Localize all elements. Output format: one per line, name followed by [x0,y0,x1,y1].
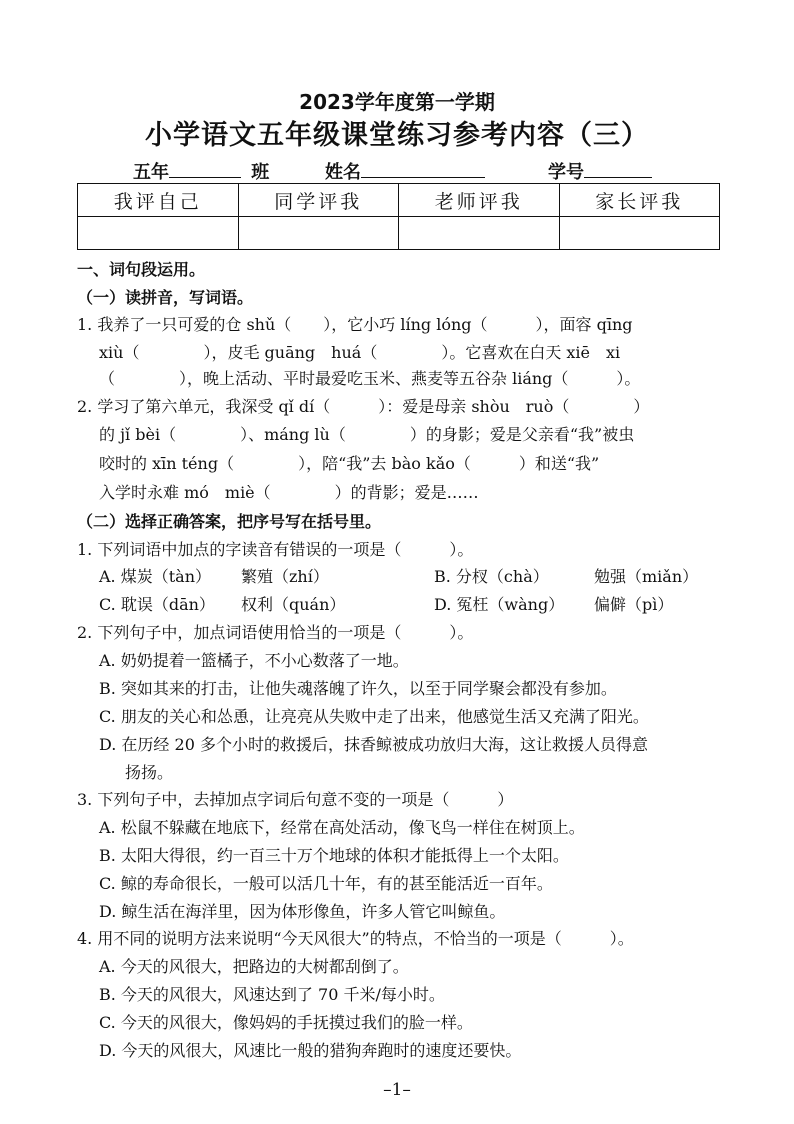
eval-cell-peer[interactable] [238,217,399,250]
id-label: 学号 [548,162,584,183]
eval-header-parent: 家长评我 [559,184,720,217]
page-number: –1– [383,1080,411,1100]
mc1-option-c2: 权利（quán） [241,595,346,614]
mc3-option-c: C. 鲸的寿命很长，一般可以活几十年，有的甚至能活近一百年。 [99,874,553,893]
q2-line-4: 入学时永难 mó miè（ ）的背影；爱是…… [99,483,479,502]
mc3-option-d: D. 鲸生活在海洋里，因为体形像鱼，许多人管它叫鲸鱼。 [99,902,506,921]
q2-line-2: 的 jǐ bèi（ ）、máng lù（ ）的身影；爱是父亲看“我”被虫 [99,425,635,444]
evaluation-table [77,183,720,250]
mc2-option-b: B. 突如其来的打击，让他失魂落魄了许久，以至于同学聚会都没有参加。 [99,679,617,698]
mc2-option-a: A. 奶奶提着一篮橘子，不小心数落了一地。 [99,651,409,670]
mc3-option-a: A. 松鼠不躲藏在地底下，经常在高处活动，像飞鸟一样住在树顶上。 [99,818,585,837]
mc1-option-c1: C. 耽误（dān） [99,595,215,614]
mc4-option-a: A. 今天的风很大，把路边的大树都刮倒了。 [99,957,409,976]
mc2-option-c: C. 朋友的关心和怂恿，让亮亮从失败中走了出来，他感觉生活又充满了阳光。 [99,707,649,726]
grade-blank[interactable] [169,161,241,178]
mc1-option-a1: A. 煤炭（tàn） [99,567,212,586]
student-info-row [133,158,269,184]
name-blank[interactable] [361,161,485,178]
evaluation-header-row [78,184,720,217]
name-field [325,158,485,184]
evaluation-input-row [78,217,720,250]
mc1-option-d2: 偏僻（pì） [594,595,674,614]
q2-line-1: 2. 学习了第六单元，我深受 qǐ dí（ ）：爱是母亲 shòu ruò（ ） [77,397,650,416]
id-field [548,158,652,184]
grade-label: 五年 [133,162,169,183]
part-2-title: （二）选择正确答案，把序号写在括号里。 [77,512,382,531]
mc4-option-d: D. 今天的风很大，风速比一般的猎狗奔跑时的速度还要快。 [99,1041,522,1060]
eval-header-peer: 同学评我 [238,184,399,217]
mc1-option-b2: 勉强（miǎn） [594,567,699,586]
eval-header-teacher: 老师评我 [399,184,560,217]
page-title: 小学语文五年级课堂练习参考内容（三） [145,120,649,151]
mc1-option-b1: B. 分杈（chà） [434,567,549,586]
class-label: 班 [251,162,270,183]
q1-line-1: 1. 我养了一只可爱的仓 shǔ（ ），它小巧 líng lóng（ ），面容 qīng [77,315,633,334]
part-1-title: （一）读拼音，写词语。 [77,288,254,307]
mc4-option-c: C. 今天的风很大，像妈妈的手抚摸过我们的脸一样。 [99,1013,473,1032]
q2-line-3: 咬时的 xīn téng（ ），陪“我”去 bào kǎo（ ）和送“我” [99,454,600,473]
id-blank[interactable] [584,161,652,178]
eval-header-self: 我评自己 [78,184,239,217]
eval-cell-teacher[interactable] [399,217,560,250]
mc2-option-d-line-2: 扬扬。 [125,763,174,782]
eval-cell-parent[interactable] [559,217,720,250]
term-heading: 2023学年度第一学期 [299,90,495,114]
mc1-stem: 1. 下列词语中加点的字读音有错误的一项是（ ）。 [77,540,474,559]
mc2-stem: 2. 下列句子中，加点词语使用恰当的一项是（ ）。 [77,623,474,642]
mc1-option-a2: 繁殖（zhí） [241,567,329,586]
eval-cell-self[interactable] [78,217,239,250]
q1-line-3: （ ），晚上活动、平时最爱吃玉米、燕麦等五谷杂 liáng（ ）。 [99,369,641,388]
q1-line-2: xiù（ ），皮毛 guāng huá（ ）。它喜欢在白天 xiē xi [99,343,621,362]
name-label: 姓名 [325,162,361,183]
mc2-option-d-line-1: D. 在历经 20 多个小时的救援后，抹香鲸被成功放归大海，这让救援人员得意 [99,735,648,754]
section-1-title: 一、词句段运用。 [77,260,206,279]
mc4-option-b: B. 今天的风很大，风速达到了 70 千米/每小时。 [99,985,445,1004]
mc3-stem: 3. 下列句子中，去掉加点字词后句意不变的一项是（ ） [77,790,514,809]
mc4-stem: 4. 用不同的说明方法来说明“今天风很大”的特点，不恰当的一项是（ ）。 [77,929,634,948]
mc1-option-d1: D. 冤枉（wàng） [434,595,565,614]
mc3-option-b: B. 太阳大得很，约一百三十万个地球的体积才能抵得上一个太阳。 [99,846,569,865]
